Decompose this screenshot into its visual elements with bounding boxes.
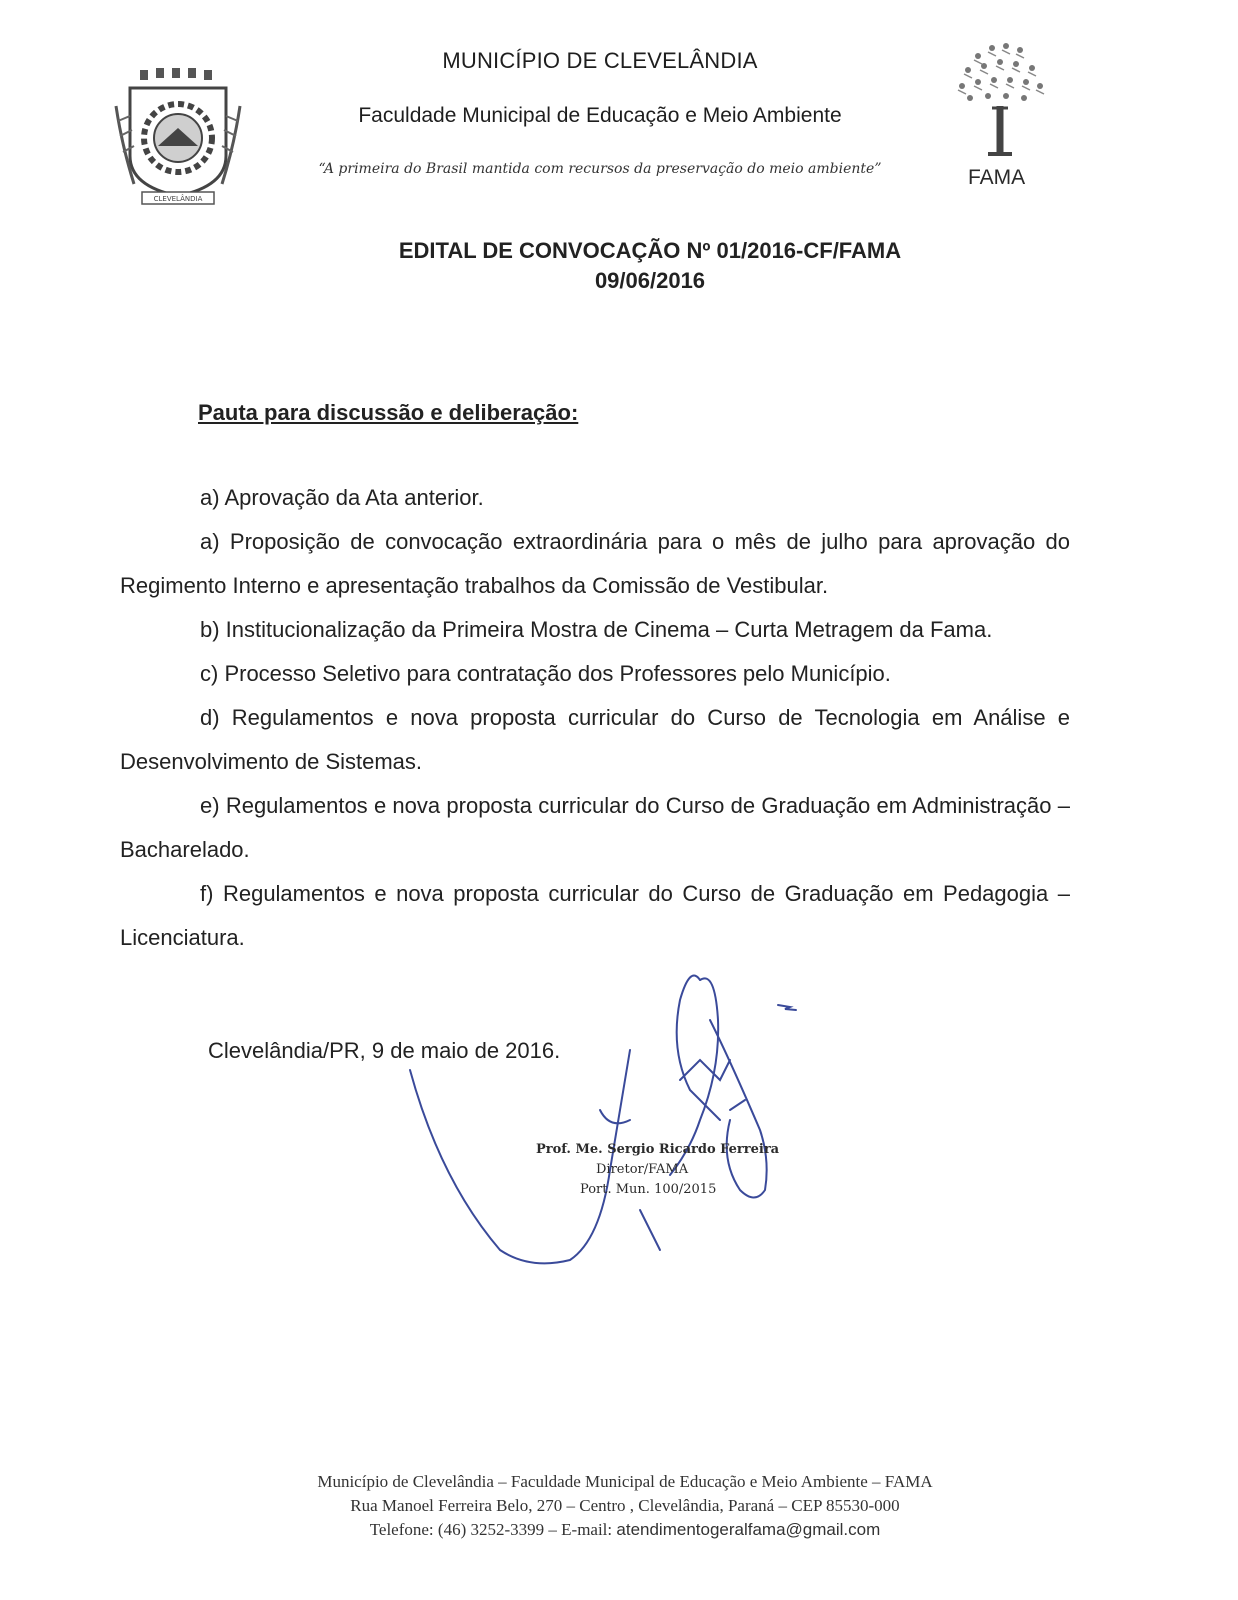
footer-address: Rua Manoel Ferreira Belo, 270 – Centro , Clevelândia, Paraná – CEP 85530-000	[350, 1496, 900, 1515]
fama-logo-label: FAMA	[968, 166, 1026, 189]
footer-email-link[interactable]: atendimentogeralfama@gmail.com	[616, 1520, 881, 1539]
footer-contact	[200, 1518, 1050, 1542]
signatory-role: Diretor/FAMA	[596, 1162, 689, 1177]
edital-title: EDITAL DE CONVOCAÇÃO Nº 01/2016-CF/FAMA	[398, 238, 902, 263]
place-and-date: Clevelândia/PR, 9 de maio de 2016.	[208, 1038, 561, 1063]
faculty-heading: Faculdade Municipal de Educação e Meio Ambiente	[358, 104, 842, 127]
agenda-heading: Pauta para discussão e deliberação:	[198, 400, 579, 425]
footer-phone: Telefone: (46) 3252-3399 – E-mail:	[369, 1520, 617, 1539]
agenda-item: d) Regulamentos e nova proposta curricular do Curso de Tecnologia em Análise e Desenvolvimento de Sistemas.	[120, 705, 1070, 774]
faculty-motto: “A primeira do Brasil mantida com recursos da preservação do meio ambiente”	[318, 161, 882, 177]
handwritten-signature	[400, 960, 820, 1280]
agenda-list	[120, 476, 1070, 960]
signature-stamp	[520, 1140, 780, 1200]
crest-caption: CLEVELÂNDIA	[153, 195, 203, 203]
page-footer	[200, 1470, 1050, 1542]
agenda-item: e) Regulamentos e nova proposta curricular do Curso de Graduação em Administração – Bacharelado.	[120, 793, 1070, 862]
footer-institution: Município de Clevelândia – Faculdade Municipal de Educação e Meio Ambiente – FAMA	[317, 1472, 933, 1491]
agenda-item: a) Aprovação da Ata anterior.	[200, 485, 484, 510]
municipality-heading: MUNICÍPIO DE CLEVELÂNDIA	[442, 48, 758, 73]
agenda-item: c) Processo Seletivo para contratação dos Professores pelo Município.	[200, 661, 891, 686]
signatory-ordinance: Port. Mun. 100/2015	[580, 1182, 717, 1197]
agenda-item: f) Regulamentos e nova proposta curricular do Curso de Graduação em Pedagogia – Licenciatura.	[120, 881, 1070, 950]
edital-date: 09/06/2016	[594, 268, 706, 293]
agenda-item: a) Proposição de convocação extraordinária para o mês de julho para aprovação do Regimento Interno e apresentação trabalhos da Comissão de Vestibular.	[120, 529, 1070, 598]
agenda-item: b) Institucionalização da Primeira Mostra de Cinema – Curta Metragem da Fama.	[200, 617, 993, 642]
municipal-crest-logo	[108, 66, 248, 216]
signatory-name: Prof. Me. Sergio Ricardo Ferreira	[536, 1142, 780, 1157]
